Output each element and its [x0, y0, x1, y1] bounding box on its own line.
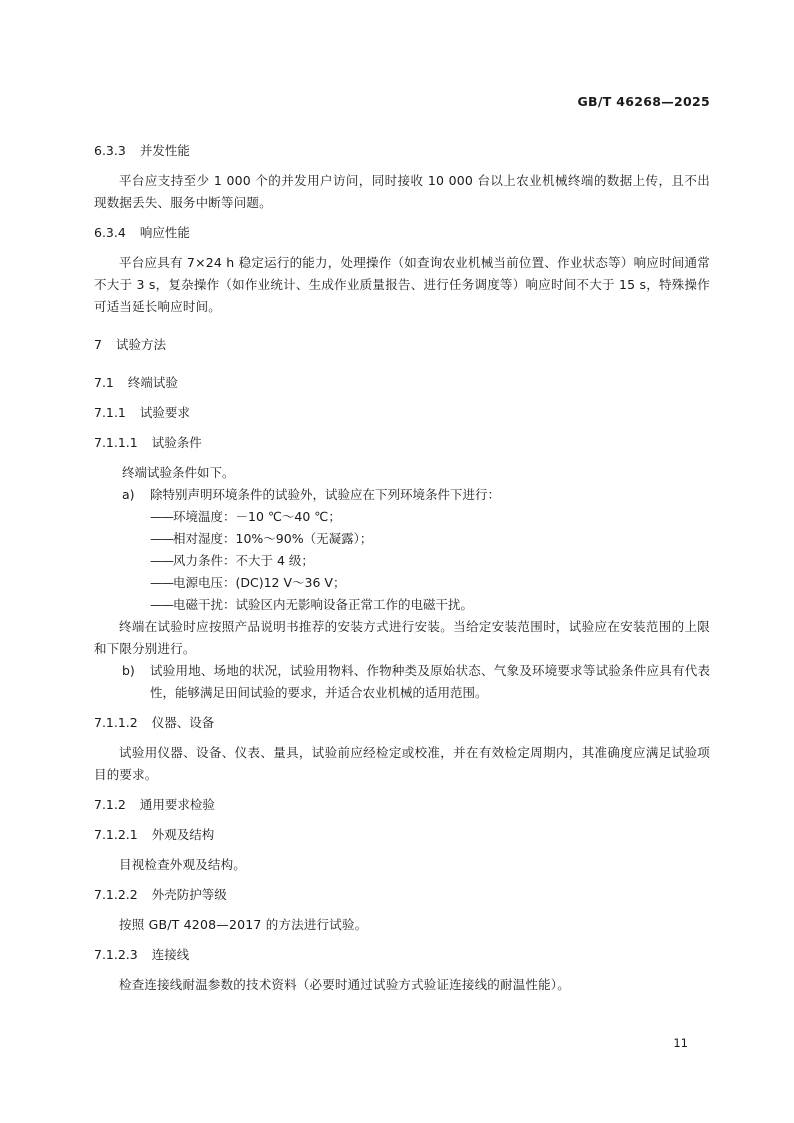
heading-7: [94, 334, 710, 356]
paragraph-concurrency: 平台应支持至少 1 000 个的并发用户访问，同时接收 10 000 台以上农业机械终端的数据上传，且不出现数据丢失、服务中断等问题。: [94, 173, 710, 210]
section-title: 试验条件: [151, 435, 202, 450]
section-title: 连接线: [151, 947, 190, 962]
heading-7-1-1-2: [94, 712, 710, 734]
section-number: 7.1.2.3: [94, 947, 138, 962]
section-title: 试验要求: [139, 405, 190, 420]
section-title: 试验方法: [115, 337, 166, 352]
paragraph-installation: 终端在试验时应按照产品说明书推荐的安装方式进行安装。当给定安装范围时，试验应在安装范围的上限和下限分别进行。: [94, 619, 710, 656]
standard-number: GB/T 46268—2025: [577, 94, 710, 109]
heading-7-1-1-1: [94, 432, 710, 454]
dash-text: 环境温度：－10 ℃～40 ℃；: [173, 509, 341, 524]
dash-text: 相对湿度：10%～90%（无凝露）；: [173, 531, 373, 546]
dash-item: ——电源电压：(DC)12 V～36 V；: [150, 575, 346, 590]
page-content: [94, 140, 710, 996]
page-number: 11: [673, 1036, 688, 1050]
list-item-a: [94, 484, 710, 506]
section-title: 并发性能: [139, 143, 190, 158]
section-number: 7.1.2.1: [94, 827, 138, 842]
section-title: 通用要求检验: [139, 797, 215, 812]
section-number: 7: [94, 337, 102, 352]
list-item-b: [94, 660, 710, 704]
dash-text: 电源电压：(DC)12 V～36 V；: [173, 575, 346, 590]
conditions-intro: 终端试验条件如下。: [122, 465, 235, 480]
list-label: a): [122, 487, 135, 502]
paragraph-instruments: 试验用仪器、设备、仪表、量具，试验前应经检定或校准，并在有效检定周期内，其准确度应满足试验项目的要求。: [94, 745, 710, 782]
section-number: 6.3.4: [94, 225, 126, 240]
heading-7-1-1: [94, 402, 710, 424]
section-number: 7.1.2.2: [94, 887, 138, 902]
paragraph-appearance: 目视检查外观及结构。: [119, 857, 247, 872]
section-title: 外观及结构: [151, 827, 215, 842]
heading-7-1: [94, 372, 710, 394]
heading-7-1-2: [94, 794, 710, 816]
section-number: 7.1.1.1: [94, 435, 138, 450]
list-label: b): [122, 663, 135, 678]
section-title: 外壳防护等级: [151, 887, 227, 902]
section-title: 终端试验: [127, 375, 178, 390]
dash-text: 风力条件：不大于 4 级；: [173, 553, 314, 568]
heading-7-1-2-1: [94, 824, 710, 846]
list-text: 除特别声明环境条件的试验外，试验应在下列环境条件下进行：: [150, 487, 501, 502]
dash-item: ——相对湿度：10%～90%（无凝露）；: [150, 531, 373, 546]
paragraph-connection-cable: 检查连接线耐温参数的技术资料（必要时通过试验方式验证连接线的耐温性能）。: [119, 977, 570, 992]
section-title: 响应性能: [139, 225, 190, 240]
dash-item: ——风力条件：不大于 4 级；: [150, 553, 314, 568]
list-text: 试验用地、场地的状况，试验用物料、作物种类及原始状态、气象及环境要求等试验条件应具有代表性，能够满足田间试验的要求，并适合农业机械的适用范围。: [150, 663, 710, 700]
paragraph-enclosure-protection: 按照 GB/T 4208—2017 的方法进行试验。: [119, 917, 368, 932]
heading-6-3-4: [94, 222, 710, 244]
section-number: 6.3.3: [94, 143, 126, 158]
dash-item: ——环境温度：－10 ℃～40 ℃；: [150, 509, 341, 524]
section-number: 7.1.2: [94, 797, 126, 812]
section-number: 7.1: [94, 375, 114, 390]
section-number: 7.1.1.2: [94, 715, 138, 730]
paragraph-response: 平台应具有 7×24 h 稳定运行的能力，处理操作（如查询农业机械当前位置、作业状态等）响应时间通常不大于 3 s，复杂操作（如作业统计、生成作业质量报告、进行任务调度等）响应时间不大于 15 s，特殊操作可适当延长响应时间。: [94, 255, 710, 314]
heading-6-3-3: [94, 140, 710, 162]
heading-7-1-2-2: [94, 884, 710, 906]
heading-7-1-2-3: [94, 944, 710, 966]
dash-text: 电磁干扰：试验区内无影响设备正常工作的电磁干扰。: [173, 597, 474, 612]
section-number: 7.1.1: [94, 405, 126, 420]
section-title: 仪器、设备: [151, 715, 215, 730]
dash-item: ——电磁干扰：试验区内无影响设备正常工作的电磁干扰。: [150, 597, 474, 612]
